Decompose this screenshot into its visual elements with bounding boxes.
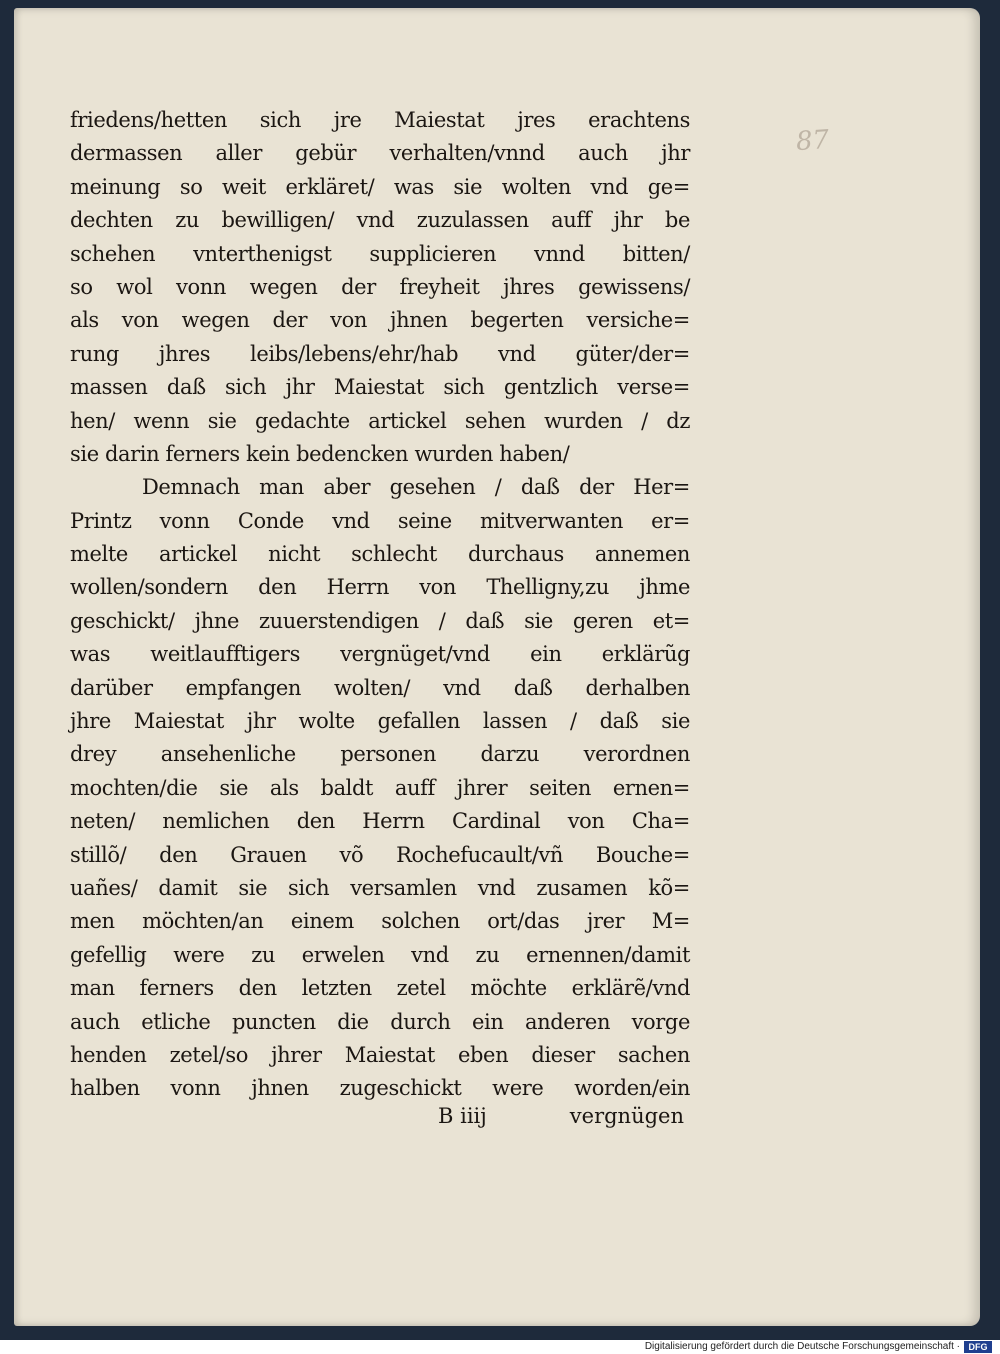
- digitization-footer: [0, 1340, 1000, 1354]
- text-line: neten/ nemlichen den Herrn Cardinal von Cha=: [70, 809, 690, 834]
- text-line: drey ansehenliche personen darzu verordnen: [70, 742, 690, 767]
- text-line: hen/ wenn sie gedachte artickel sehen wurden / dz: [70, 408, 690, 433]
- text-line: rung jhres leibs/lebens/ehr/hab vnd güter/der=: [70, 341, 690, 366]
- text-line: geschickt/ jhne zuuerstendigen / daß sie geren et=: [70, 608, 690, 633]
- text-line: darüber empfangen wolten/ vnd daß derhalben: [70, 675, 690, 700]
- text-line: dechten zu bewilligen/ vnd zuzulassen auff jhr be: [70, 208, 690, 233]
- handwritten-page-number: 87: [794, 124, 831, 158]
- text-line: dermassen aller gebür verhalten/vnnd auch jhr: [70, 141, 690, 166]
- text-line: so wol vonn wegen der freyheit jhres gewissens/: [70, 274, 690, 299]
- text-line: henden zetel/so jhrer Maiestat eben dieser sachen: [70, 1042, 690, 1067]
- dfg-logo-icon: DFG: [964, 1341, 992, 1353]
- funding-credit: Digitalisierung gefördert durch die Deutsche Forschungsgemeinschaft ·: [644, 1341, 960, 1352]
- text-line: jhre Maiestat jhr wolte gefallen lassen / daß sie: [70, 709, 690, 734]
- catchword: vergnügen: [569, 1104, 684, 1128]
- text-line: massen daß sich jhr Maiestat sich gentzlich verse=: [70, 375, 690, 400]
- text-line: mochten/die sie als baldt auff jhrer seiten ernen=: [70, 775, 690, 800]
- text-block: [70, 104, 690, 1106]
- text-line: auch etliche puncten die durch ein anderen vorge: [70, 1009, 690, 1034]
- text-line: sie darin ferners kein bedencken wurden haben/: [70, 441, 570, 466]
- text-line: als von wegen der von jhnen begerten versiche=: [70, 308, 690, 333]
- text-line: was weitlaufftigers vergnüget/vnd ein erklärũg: [70, 642, 690, 667]
- text-line: Demnach man aber gesehen / daß der Her=: [142, 475, 690, 500]
- signature-mark: B iiij: [438, 1104, 487, 1128]
- text-line: Printz vonn Conde vnd seine mitverwanten er=: [70, 508, 690, 533]
- text-line: uañes/ damit sie sich versamlen vnd zusamen kõ=: [70, 875, 690, 900]
- page-footer-line: [70, 1098, 690, 1134]
- text-line: gefellig were zu erwelen vnd zu ernennen/damit: [70, 942, 690, 967]
- text-line: man ferners den letzten zetel möchte erklärẽ/vnd: [70, 976, 690, 1001]
- text-line: wollen/sondern den Herrn von Thelligny,zu jhme: [70, 575, 690, 600]
- text-line: schehen vnterthenigst supplicieren vnnd bitten/: [70, 241, 690, 266]
- text-line: melte artickel nicht schlecht durchaus annemen: [70, 542, 690, 567]
- text-line: friedens/hetten sich jre Maiestat jres erachtens: [70, 108, 690, 132]
- text-line: meinung so weit erkläret/ was sie wolten vnd ge=: [70, 174, 690, 199]
- text-line: men möchten/an einem solchen ort/das jrer M=: [70, 909, 690, 934]
- text-line: stillõ/ den Grauen võ Rochefucault/vñ Bouche=: [70, 842, 690, 867]
- text-line: halben vonn jhnen zugeschickt were worden/ein: [70, 1076, 690, 1101]
